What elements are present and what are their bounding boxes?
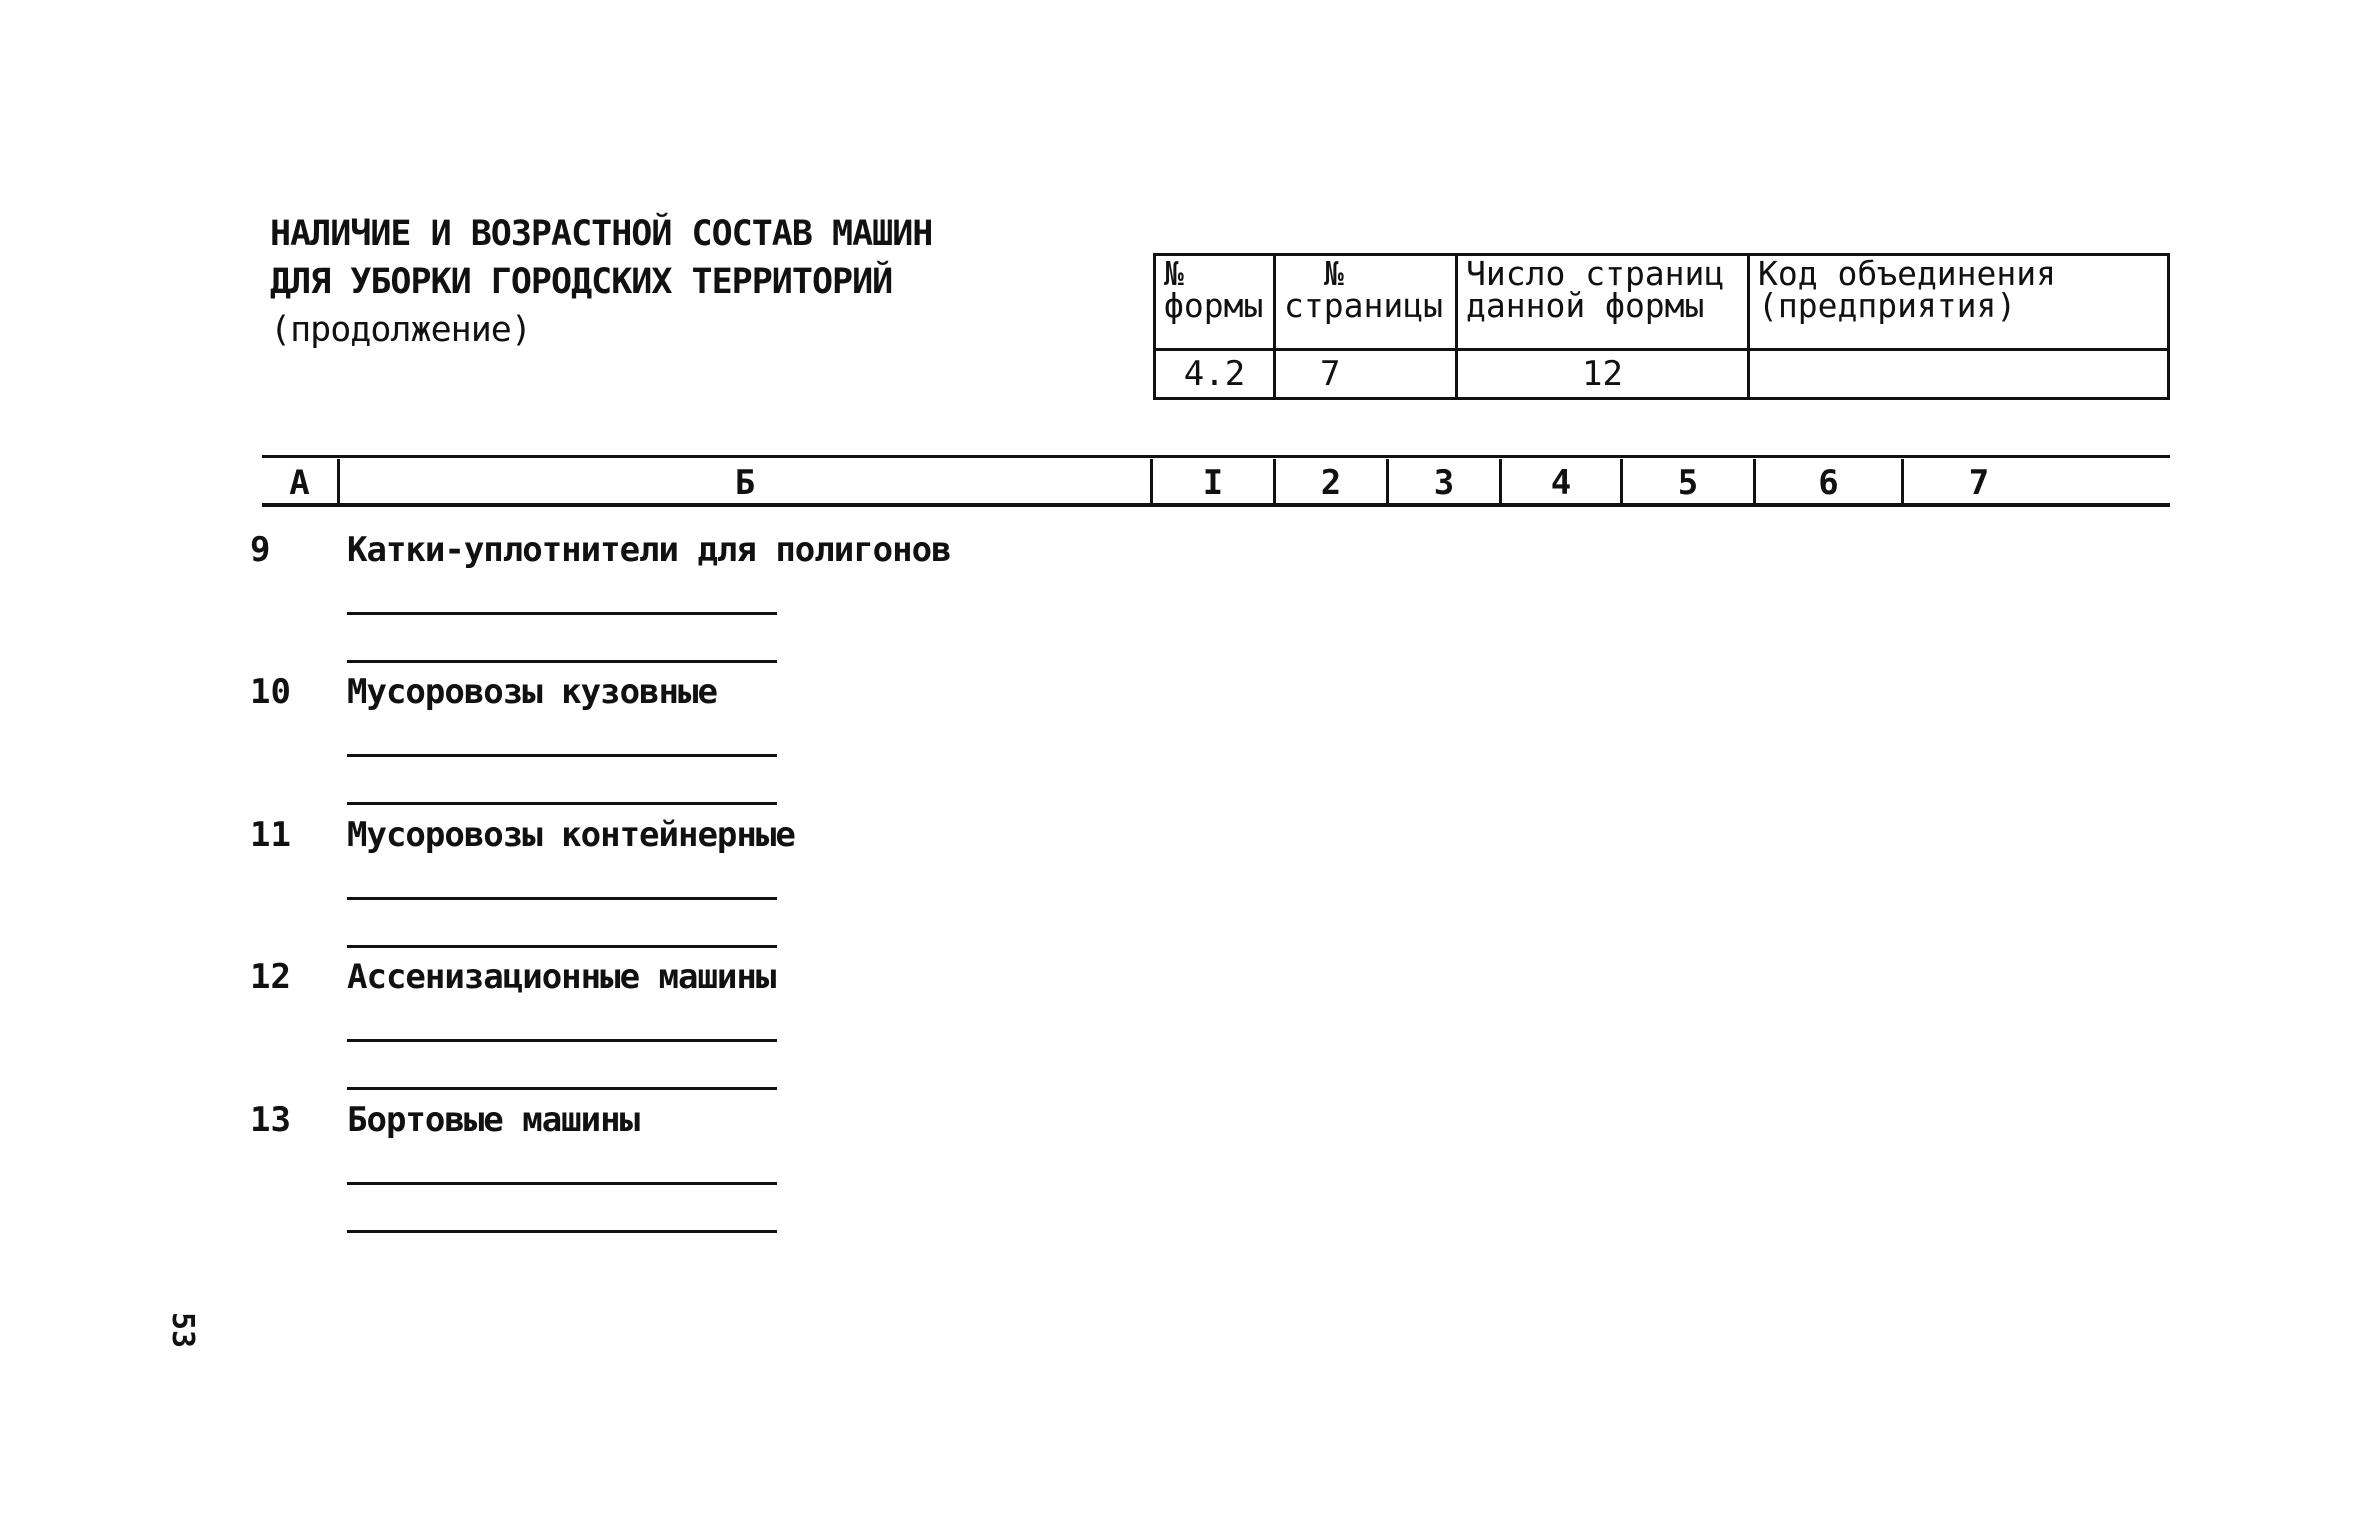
row-number: 9 [250, 530, 271, 570]
row-label: Бортовые машины [347, 1100, 640, 1140]
blank-line [347, 945, 777, 948]
row-number: 12 [250, 957, 291, 997]
blank-line [347, 897, 777, 900]
row-label: Катки-уплотнители для полигонов [347, 530, 951, 570]
blank-line [347, 1039, 777, 1042]
pages-count-label: Число страниц данной формы [1457, 255, 1749, 350]
row-label: Мусоровозы контейнерные [347, 815, 795, 855]
column-header-5: 5 [1677, 463, 1699, 503]
column-header-1: I [1202, 463, 1224, 503]
column-header-4: 4 [1550, 463, 1572, 503]
page-number: 53 [165, 1312, 200, 1349]
title-subtitle: (продолжение) [270, 310, 531, 350]
column-header-3: 3 [1433, 463, 1455, 503]
blank-line [347, 1182, 777, 1185]
blank-line [347, 1087, 777, 1090]
column-header-bar [262, 455, 2170, 507]
column-header-bottom-rule [262, 503, 2170, 507]
pages-count-value: 12 [1457, 350, 1749, 399]
form-no-label: № формы [1155, 255, 1275, 350]
table-row [250, 955, 1350, 1095]
page-no-value: 7 [1275, 350, 1457, 399]
column-header-7: 7 [1968, 463, 1990, 503]
blank-line [347, 660, 777, 663]
form-no-value: 4.2 [1155, 350, 1275, 399]
document-title [270, 210, 932, 354]
blank-line [347, 802, 777, 805]
title-line-2: ДЛЯ УБОРКИ ГОРОДСКИХ ТЕРРИТОРИЙ [270, 262, 893, 302]
table-row [250, 813, 1350, 953]
blank-line [347, 1230, 777, 1233]
form-info-table [1153, 253, 2170, 400]
row-number: 13 [250, 1100, 291, 1140]
blank-line [347, 612, 777, 615]
association-code-value [1749, 350, 2169, 399]
column-header-6: 6 [1818, 463, 1839, 503]
association-code-label: Код объединения (предприятия) [1749, 255, 2169, 350]
row-label: Мусоровозы кузовные [347, 672, 717, 712]
title-line-1: НАЛИЧИЕ И ВОЗРАСТНОЙ СОСТАВ МАШИН [270, 214, 933, 254]
column-header-top-rule [262, 455, 2170, 458]
table-row [250, 528, 1350, 668]
column-header-b: Б [734, 463, 756, 503]
column-header-a: А [289, 463, 310, 503]
column-header-2: 2 [1320, 463, 1342, 503]
page-no-label: № страницы [1275, 255, 1457, 350]
row-number: 10 [250, 672, 291, 712]
table-row [250, 670, 1350, 810]
row-number: 11 [250, 815, 291, 855]
blank-line [347, 754, 777, 757]
row-label: Ассенизационные машины [347, 957, 776, 997]
table-row [250, 1098, 1350, 1238]
